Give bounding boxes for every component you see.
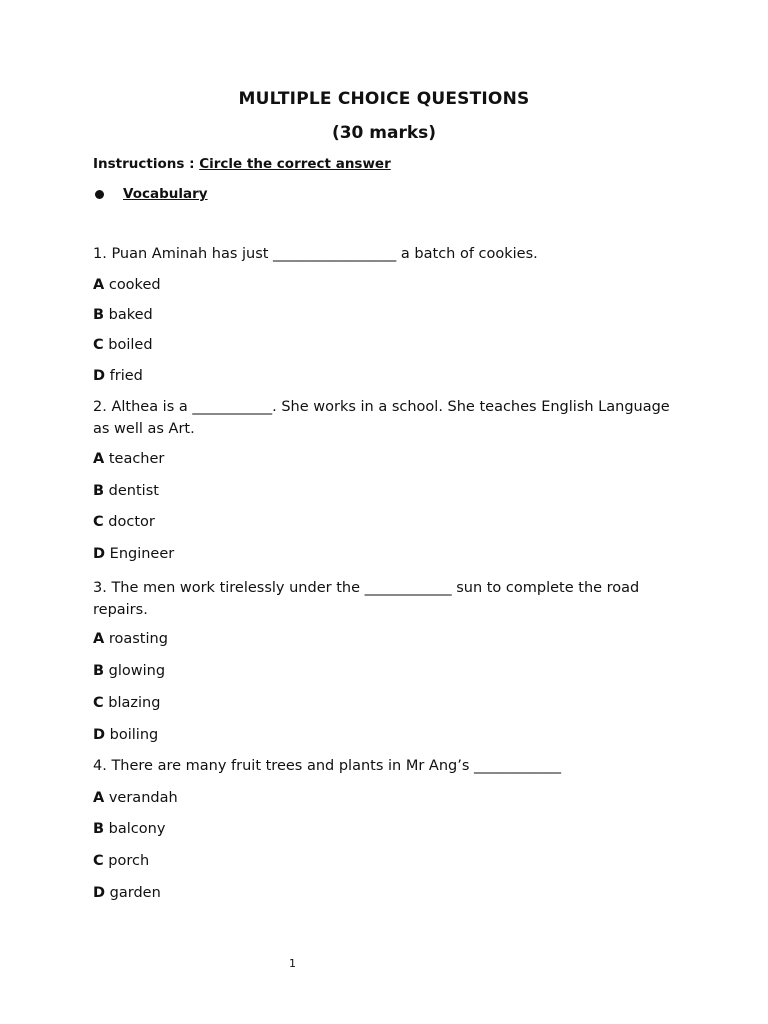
option-text: blazing xyxy=(103,695,161,711)
option-2d[interactable] xyxy=(93,546,174,562)
option-text: boiled xyxy=(103,337,153,353)
option-letter: A xyxy=(93,790,105,806)
option-1a[interactable] xyxy=(93,277,161,293)
section-label: Vocabulary xyxy=(123,186,208,202)
option-letter: D xyxy=(93,368,106,384)
option-text: glowing xyxy=(104,663,166,679)
option-letter: C xyxy=(93,514,104,530)
page-number: 1 xyxy=(289,957,296,970)
question-1: 1. Puan Aminah has just _________________ a batch of cookies. xyxy=(93,246,538,262)
option-letter: A xyxy=(93,451,105,467)
marks-subtitle: (30 marks) xyxy=(331,123,437,143)
option-letter: D xyxy=(93,727,106,743)
option-letter: C xyxy=(93,695,104,711)
option-text: cooked xyxy=(104,277,161,293)
option-text: baked xyxy=(104,307,153,323)
option-letter: B xyxy=(93,307,105,323)
question-2: 2. Althea is a ___________. She works in a school. She teaches English Language as well as Art. xyxy=(93,399,670,437)
option-3c[interactable] xyxy=(93,695,160,711)
page-title: MULTIPLE CHOICE QUESTIONS xyxy=(238,89,530,109)
question-4: 4. There are many fruit trees and plants in Mr Ang’s ____________ xyxy=(93,758,561,774)
option-text: roasting xyxy=(104,631,168,647)
option-3b[interactable] xyxy=(93,663,165,679)
section-heading xyxy=(93,186,208,202)
option-1d[interactable] xyxy=(93,368,143,384)
option-text: garden xyxy=(105,885,161,901)
option-letter: D xyxy=(93,546,106,562)
option-text: dentist xyxy=(104,483,159,499)
option-4a[interactable] xyxy=(93,790,178,806)
option-text: fried xyxy=(105,368,143,384)
option-text: boiling xyxy=(105,727,159,743)
option-2b[interactable] xyxy=(93,483,159,499)
option-3a[interactable] xyxy=(93,631,168,647)
option-text: porch xyxy=(103,853,150,869)
question-3: 3. The men work tirelessly under the ____________ sun to complete the road repairs. xyxy=(93,580,640,618)
instructions-value: Circle the correct answer xyxy=(199,156,391,172)
option-letter: D xyxy=(93,885,106,901)
instructions-label: Instructions : xyxy=(93,156,200,172)
option-letter: B xyxy=(93,821,105,837)
instructions xyxy=(93,156,391,172)
option-2c[interactable] xyxy=(93,514,155,530)
option-4c[interactable] xyxy=(93,853,149,869)
option-text: doctor xyxy=(103,514,155,530)
option-2a[interactable] xyxy=(93,451,164,467)
option-letter: C xyxy=(93,853,104,869)
option-3d[interactable] xyxy=(93,727,158,743)
option-letter: A xyxy=(93,277,105,293)
option-letter: B xyxy=(93,663,105,679)
option-1c[interactable] xyxy=(93,337,153,353)
option-text: Engineer xyxy=(105,546,175,562)
option-letter: A xyxy=(93,631,105,647)
option-text: balcony xyxy=(104,821,166,837)
option-1b[interactable] xyxy=(93,307,153,323)
option-4b[interactable] xyxy=(93,821,165,837)
option-text: teacher xyxy=(104,451,165,467)
option-letter: B xyxy=(93,483,105,499)
option-letter: C xyxy=(93,337,104,353)
option-text: verandah xyxy=(104,790,178,806)
option-4d[interactable] xyxy=(93,885,161,901)
bullet-icon xyxy=(95,190,104,199)
